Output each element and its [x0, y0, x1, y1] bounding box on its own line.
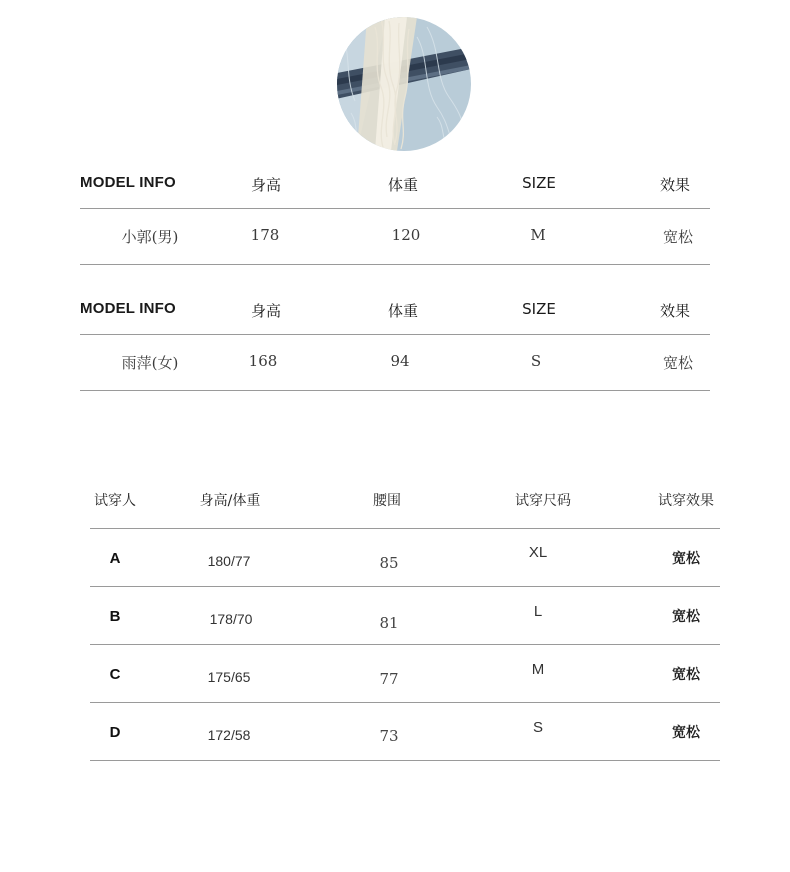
header-try-effect: 试穿效果 — [658, 493, 714, 509]
model-info-header-row — [80, 162, 710, 204]
model-name: 雨萍(女) — [121, 354, 179, 372]
tester-fit: 宽松 — [672, 667, 700, 683]
tester-waist: 73 — [379, 727, 399, 745]
model-size: S — [530, 352, 542, 370]
tester-height-weight: 178/70 — [209, 611, 253, 627]
header-tester: 试穿人 — [94, 493, 136, 509]
header-size: SIZE — [522, 174, 556, 192]
model-weight: 120 — [391, 226, 421, 244]
model-info-table-2 — [80, 288, 710, 384]
tester-height-weight: 175/65 — [207, 669, 251, 685]
header-weight: 体重 — [387, 176, 419, 194]
header-weight: 体重 — [387, 302, 419, 320]
header-height: 身高 — [250, 176, 282, 194]
tester-waist: 81 — [379, 614, 399, 632]
model-info-header-label: MODEL INFO — [80, 174, 176, 191]
header-size: SIZE — [522, 300, 556, 318]
model-height: 178 — [250, 226, 280, 244]
tester-height-weight: 172/58 — [207, 727, 251, 743]
model-info-header-label: MODEL INFO — [80, 300, 176, 317]
try-on-table — [90, 484, 720, 761]
model-height: 168 — [248, 352, 278, 370]
tester-fit: 宽松 — [672, 609, 700, 625]
tester-fit: 宽松 — [672, 551, 700, 567]
model-effect: 宽松 — [662, 228, 694, 246]
header-height: 身高 — [250, 302, 282, 320]
tester-waist: 85 — [379, 554, 399, 572]
header-effect: 效果 — [659, 176, 691, 194]
try-on-header-row — [90, 484, 720, 528]
model-row — [80, 208, 710, 262]
model-size: M — [530, 226, 546, 244]
tester-height-weight: 180/77 — [207, 553, 251, 569]
model-info-header-row — [80, 288, 710, 330]
model-weight: 94 — [390, 352, 410, 370]
tester-id: B — [109, 608, 121, 625]
try-on-row — [90, 586, 720, 644]
model-effect: 宽松 — [662, 354, 694, 372]
header-effect: 效果 — [659, 302, 691, 320]
tester-id: A — [109, 550, 121, 567]
tester-size: M — [531, 661, 545, 678]
tester-size: XL — [528, 544, 548, 561]
tester-id: C — [109, 666, 121, 683]
tester-id: D — [109, 724, 121, 741]
divider — [80, 264, 710, 265]
model-info-table-1 — [80, 162, 710, 258]
fabric-detail-photo — [337, 17, 471, 151]
tester-size: S — [532, 719, 544, 736]
try-on-row — [90, 702, 720, 761]
tester-waist: 77 — [379, 670, 399, 688]
header-height-weight: 身高/体重 — [199, 493, 261, 509]
model-name: 小郭(男) — [121, 228, 179, 246]
try-on-row — [90, 644, 720, 702]
tester-fit: 宽松 — [672, 725, 700, 741]
header-waist: 腰围 — [373, 493, 401, 509]
model-row — [80, 334, 710, 388]
divider — [80, 390, 710, 391]
header-try-size: 试穿尺码 — [515, 493, 571, 509]
frayed-denim-image — [337, 17, 471, 151]
try-on-row — [90, 528, 720, 586]
tester-size: L — [533, 603, 543, 620]
